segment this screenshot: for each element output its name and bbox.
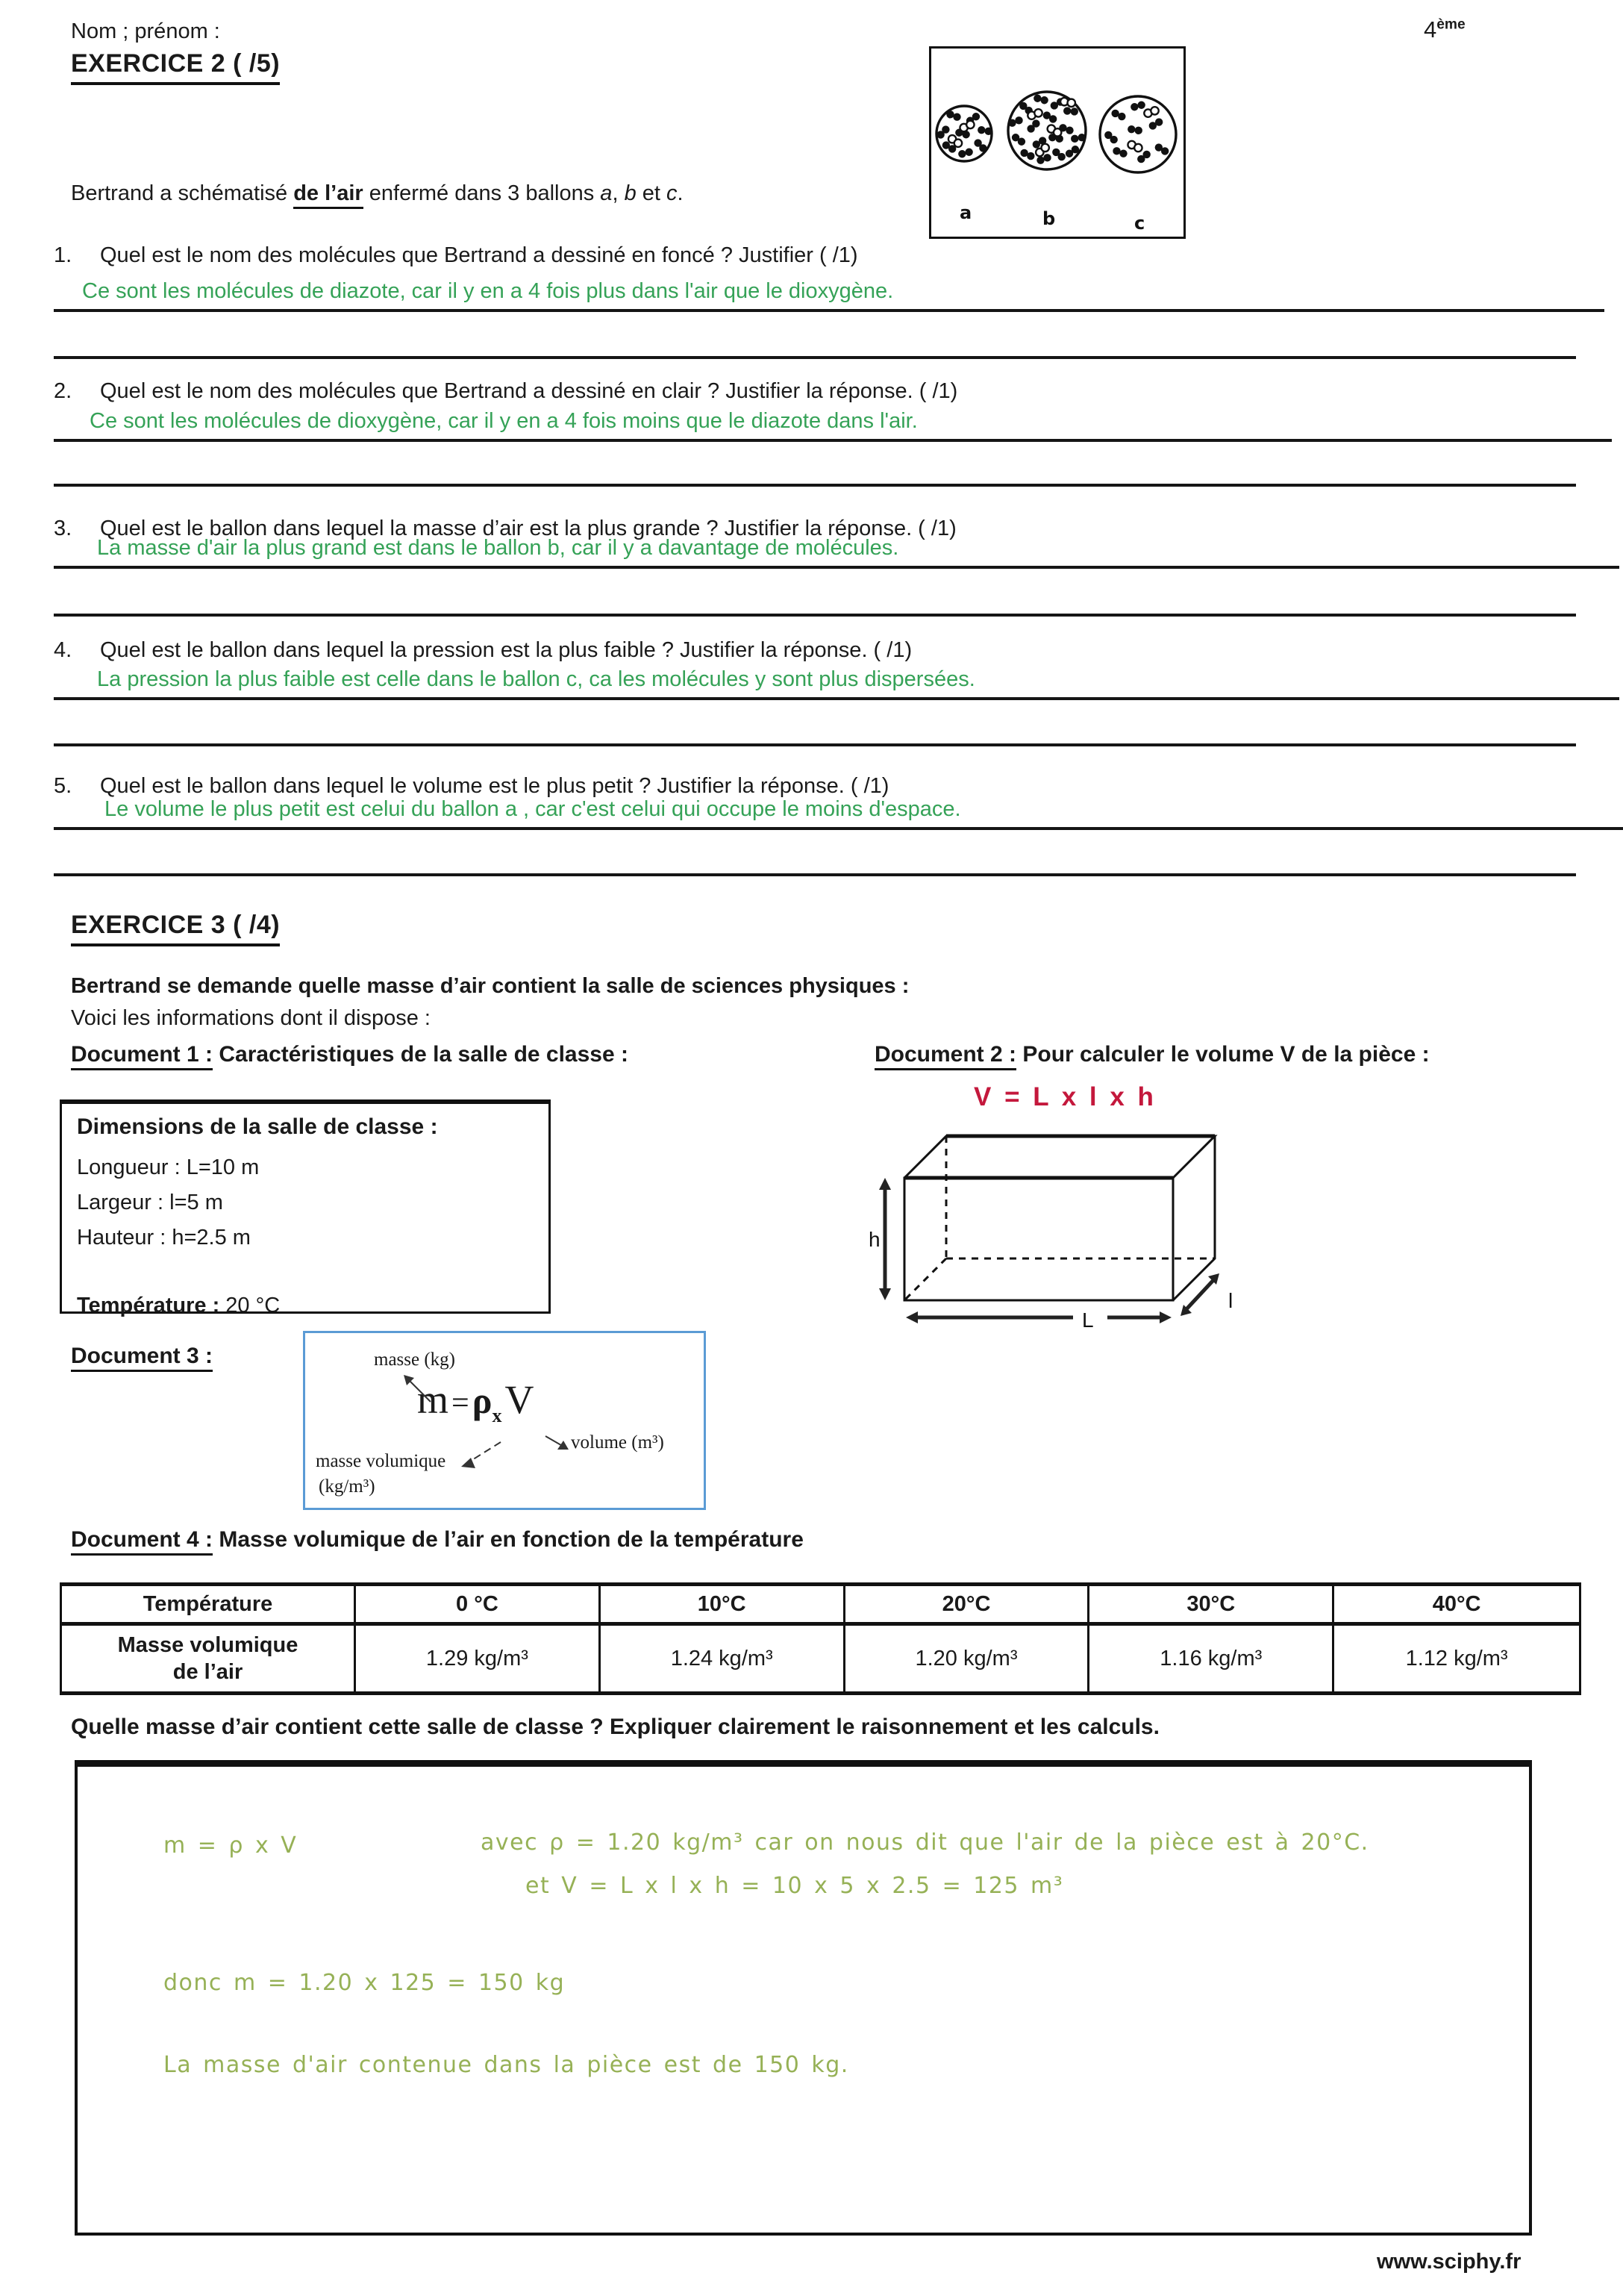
website-footer: www.sciphy.fr (1377, 2250, 1522, 2274)
density-table (60, 1582, 1581, 1695)
question-2: 2. Quel est le nom des molécules que Bertrand a dessiné en clair ? Justifier la réponse. ( /1) (54, 379, 958, 403)
exercise2-intro: Bertrand a schématisé de l’air enfermé dans 3 ballons a, b et c. (71, 181, 684, 206)
answer-line-4b (54, 714, 1576, 746)
document2-heading: Document 2 : Pour calculer le volume V de la pièce : (875, 1042, 1430, 1067)
document4-heading: Document 4 : Masse volumique de l’air en fonction de la température (71, 1527, 804, 1553)
dim-h-label: h (869, 1228, 881, 1251)
balloons-diagram (931, 49, 1183, 237)
answer-3: La masse d'air la plus grand est dans le ballon b, car il y a davantage de molécules. (54, 536, 1619, 569)
density-unit-label: (kg/m³) (319, 1476, 375, 1497)
svg-text:b: b (1042, 208, 1056, 229)
density-label: masse volumique (316, 1451, 446, 1471)
balloons-figure (929, 46, 1186, 239)
svg-text:c: c (1134, 213, 1145, 234)
volume-formula: V = L x l x h (974, 1082, 1157, 1111)
answer-1: Ce sont les molécules de diazote, car il y en a 4 fois plus dans l'air que le dioxygène. (54, 279, 1604, 312)
volume-unit-label: volume (m³) (571, 1432, 664, 1453)
mass-formula-box (303, 1331, 706, 1510)
dimension-width: Largeur : l=5 m (77, 1190, 223, 1214)
mass-unit-label: masse (kg) (374, 1350, 455, 1370)
solution-conclusion: La masse d'air contenue dans la pièce est de 150 kg. (163, 2052, 849, 2078)
solution-box (75, 1760, 1532, 2236)
solution-formula: m = ρ x V (163, 1832, 298, 1859)
answer-line-1b (54, 326, 1576, 359)
answer-line-2b (54, 454, 1576, 487)
question-5: 5. Quel est le ballon dans lequel le volume est le plus petit ? Justifier la réponse. ( /1) (54, 774, 889, 798)
svg-text:a: a (960, 202, 972, 223)
table-row-label: Masse volumique de l’air (62, 1626, 356, 1691)
dimensions-title: Dimensions de la salle de classe : (77, 1114, 438, 1139)
answer-2: Ce sont les molécules de dioxygène, car il y en a 4 fois moins que le diazote dans l'air. (54, 409, 1612, 442)
formula-arrows (305, 1333, 704, 1508)
answer-4: La pression la plus faible est celle dans le ballon c, ca les molécules y sont plus dispersées. (54, 667, 1619, 700)
name-field-label: Nom ; prénom : (71, 19, 220, 43)
answer-5: Le volume le plus petit est celui du ballon a , car c'est celui qui occupe le moins d'espace. (54, 797, 1623, 830)
dimension-height: Hauteur : h=2.5 m (77, 1225, 251, 1250)
exercise2-title: EXERCICE 2 ( /5) (71, 49, 280, 85)
answer-line-3b (54, 584, 1576, 617)
document1-heading: Document 1 : Caractéristiques de la salle de classe : (71, 1042, 628, 1067)
density-0c: 1.29 kg/m³ (356, 1626, 601, 1691)
temperature-line: Température : 20 °C (77, 1293, 281, 1317)
density-20c: 1.20 kg/m³ (845, 1626, 1090, 1691)
dimension-length: Longueur : L=10 m (77, 1155, 260, 1179)
solution-mass: donc m = 1.20 x 125 = 150 kg (163, 1970, 566, 1996)
solution-volume: et V = L x l x h = 10 x 5 x 2.5 = 125 m³ (525, 1873, 1064, 1899)
dimensions-box (60, 1099, 551, 1317)
table-header-30c: 30°C (1089, 1586, 1334, 1626)
solution-rho: avec ρ = 1.20 kg/m³ car on nous dit que l'air de la pièce est à 20°C. (481, 1829, 1369, 1856)
question-1: 1. Quel est le nom des molécules que Bertrand a dessiné en foncé ? Justifier ( /1) (54, 243, 858, 267)
exercise3-title: EXERCICE 3 ( /4) (71, 911, 280, 946)
exercise3-intro: Voici les informations dont il dispose : (71, 1006, 431, 1030)
exercise3-intro-bold: Bertrand se demande quelle masse d’air contient la salle de sciences physiques : (71, 974, 910, 998)
answer-line-5b (54, 843, 1576, 876)
dim-L-label: L (1082, 1308, 1094, 1332)
dim-l-label: l (1228, 1289, 1233, 1312)
table-header-0c: 0 °C (356, 1586, 601, 1626)
table-header-temperature: Température (62, 1586, 356, 1626)
question-3: 3. Quel est le ballon dans lequel la masse d’air est la plus grande ? Justifier la réponse. ( /1) (54, 517, 957, 540)
density-30c: 1.16 kg/m³ (1089, 1626, 1334, 1691)
table-header-20c: 20°C (845, 1586, 1090, 1626)
grade-level: 4ème (1424, 16, 1466, 43)
document3-heading: Document 3 : (71, 1344, 213, 1369)
final-question: Quelle masse d’air contient cette salle de classe ? Expliquer clairement le raisonnement et les calculs. (71, 1715, 1160, 1739)
table-header-40c: 40°C (1334, 1586, 1579, 1626)
density-40c: 1.12 kg/m³ (1405, 1646, 1508, 1670)
question-4: 4. Quel est le ballon dans lequel la pression est la plus faible ? Justifier la réponse. ( /1) (54, 638, 913, 662)
room-3d-figure (858, 1120, 1246, 1344)
table-header-10c: 10°C (601, 1586, 845, 1626)
density-10c: 1.24 kg/m³ (601, 1626, 845, 1691)
mass-formula: m = ρx V (417, 1377, 534, 1426)
